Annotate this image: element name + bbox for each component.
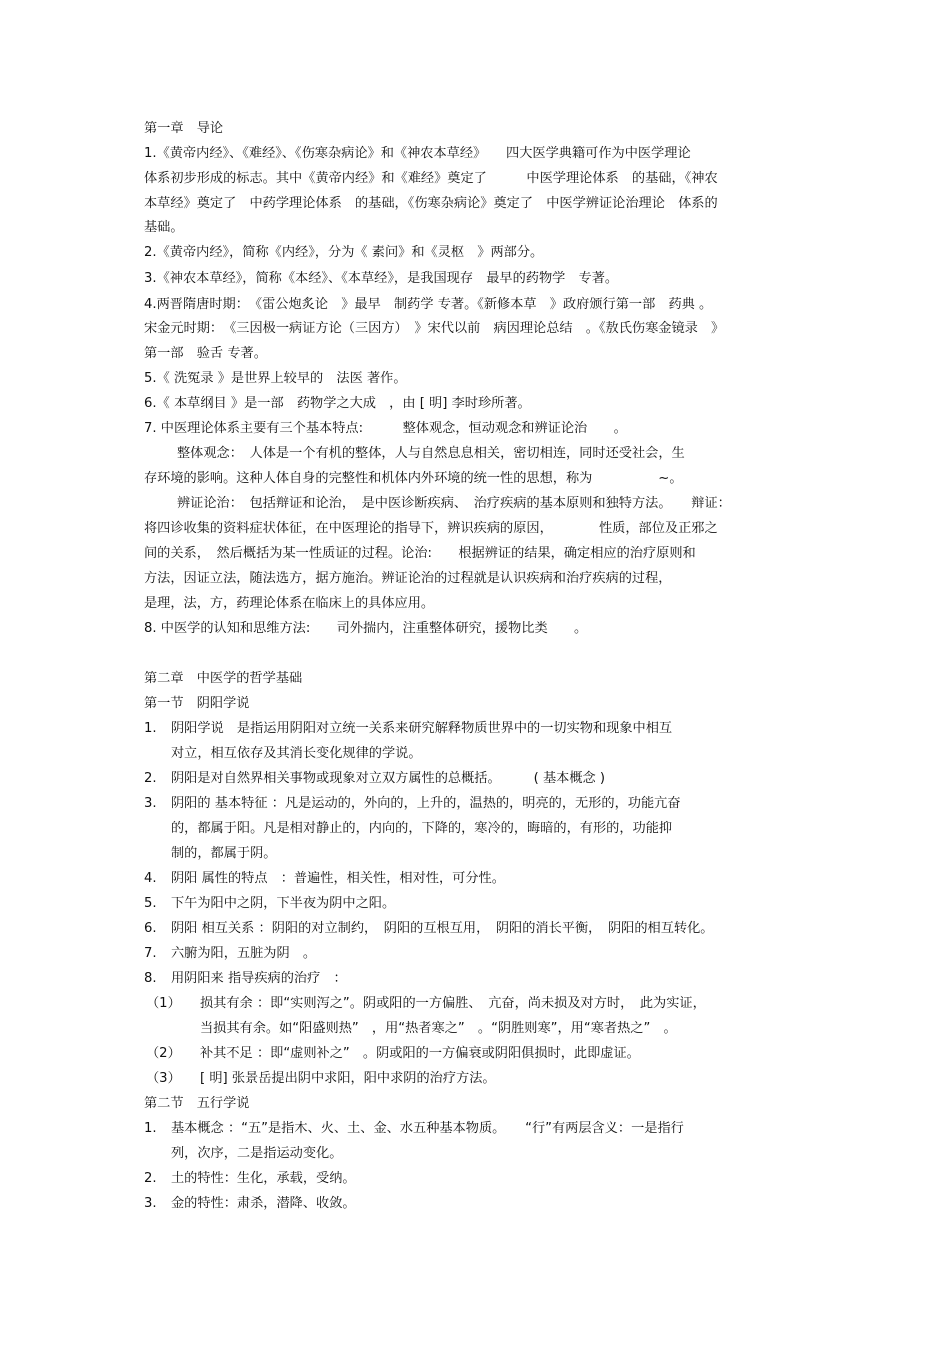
- ch1-line: 8. 中医学的认知和思维方法: 司外揣内，注重整体研究，援物比类 。: [144, 621, 588, 636]
- section-2-title: 第二节 五行学说: [144, 1096, 250, 1111]
- list-item: 列，次序，二是指运动变化。: [171, 1146, 343, 1161]
- ch1-line: 第一部 验舌 专著。: [144, 346, 267, 361]
- list-number: 6.: [144, 921, 157, 936]
- list-item: 阴阳学说 是指运用阴阳对立统一关系来研究解释物质世界中的一切实物和现象中相互: [171, 721, 673, 736]
- list-item: 阴阳的 基本特征 ：凡是运动的，外向的，上升的，温热的，明亮的，无形的，功能亢奋: [171, 796, 681, 811]
- list-item: 对立，相互依存及其消长变化规律的学说。: [171, 746, 422, 761]
- list-item: 制的，都属于阴。: [171, 846, 277, 861]
- paragraph-syndrome: 将四诊收集的资料症状体征，在中医理论的指导下，辨识疾病的原因， 性质，部位及正邪之: [144, 521, 718, 536]
- paragraph-syndrome: 是理，法，方，药理论体系在临床上的具体应用。: [144, 596, 435, 611]
- list-item: 六腑为阳，五脏为阴 。: [171, 946, 317, 961]
- list-item: 下午为阳中之阴，下半夜为阴中之阳。: [171, 896, 396, 911]
- list-item: 阴阳 相互关系 ：阴阳的对立制约， 阴阳的互根互用， 阴阳的消长平衡， 阴阳的相互转化。: [171, 921, 714, 936]
- ch1-line: 4.两晋隋唐时期： 《雷公炮炙论 》最早 制药学 专著。《新修本草 》政府颁行第一部 药典 。: [144, 297, 713, 312]
- ch1-line: 本草经》奠定了 中药学理论体系 的基础，《伤寒杂病论》奠定了 中医学辨证论治理论 体系的: [144, 196, 718, 211]
- ch1-line: 3.《神农本草经》，简称《本经》、《本草经》，是我国现存 最早的药物学 专著。: [144, 271, 619, 286]
- paragraph-syndrome: 方法，因证立法，随法选方，据方施治。辨证论治的过程就是认识疾病和治疗疾病的过程，: [144, 571, 672, 586]
- list-number: 5.: [144, 896, 157, 911]
- list-item: 基本概念 ：“五”是指木、火、土、金、水五种基本物质。 “行”有两层含义：一是指行: [171, 1121, 684, 1136]
- sublist-number: （1）: [146, 996, 181, 1011]
- sublist-item: 损其有余 ：即“实则泻之”。阴或阳的一方偏胜、 亢奋，尚未损及对方时， 此为实证，: [200, 996, 706, 1011]
- paragraph-holistic: 整体观念： 人体是一个有机的整体，人与自然息息相关，密切相连，同时还受社会，生: [177, 446, 685, 461]
- list-item: 用阴阳来 指导疾病的治疗 ：: [171, 971, 347, 986]
- ch1-line: 1.《黄帝内经》、《难经》、《伤寒杂病论》和《神农本草经》 四大医学典籍可作为中医学理论: [144, 146, 691, 161]
- list-number: 4.: [144, 871, 157, 886]
- list-number: 2.: [144, 1171, 157, 1186]
- sublist-item: 补其不足 ：即“虚则补之” 。阴或阳的一方偏衰或阴阳俱损时，此即虚证。: [200, 1046, 640, 1061]
- ch1-line: 2.《黄帝内经》，简称《内经》，分为《 素问》和《灵枢 》两部分。: [144, 245, 544, 260]
- ch1-line: 6.《 本草纲目 》是一部 药物学之大成 ，由 [ 明] 李时珍所著。: [144, 396, 531, 411]
- paragraph-syndrome: 辨证论治： 包括辩证和论治， 是中医诊断疾病、 治疗疾病的基本原则和独特方法。 辩证：: [177, 496, 731, 511]
- ch1-line: 宋金元时期： 《三因极一病证方论（三因方） 》宋代以前 病因理论总结 。《敖氏伤寒金镜录 》: [144, 321, 725, 336]
- list-number: 1.: [144, 721, 157, 736]
- list-item: 阴阳 属性的特点 ：普遍性，相关性，相对性，可分性。: [171, 871, 505, 886]
- list-number: 1.: [144, 1121, 157, 1136]
- paragraph-syndrome: 间的关系， 然后概括为某一性质证的过程。论治: 根据辨证的结果，确定相应的治疗原则和: [144, 546, 696, 561]
- ch1-line: 5.《 洗冤录 》是世界上较早的 法医 著作。: [144, 371, 407, 386]
- list-item: 金的特性：肃杀，潜降、收敛。: [171, 1196, 356, 1211]
- ch1-line: 7. 中医理论体系主要有三个基本特点: 整体观念，恒动观念和辨证论治 。: [144, 421, 627, 436]
- list-item: 的，都属于阳。凡是相对静止的，内向的，下降的，寒冷的，晦暗的，有形的，功能抑: [171, 821, 673, 836]
- list-item: 阴阳是对自然界相关事物或现象对立双方属性的总概括。 ( 基本概念 ): [171, 771, 606, 786]
- sublist-item: 当损其有余。如“阳盛则热” ，用“热者寒之” 。“阴胜则寒”，用“寒者热之” 。: [200, 1021, 677, 1036]
- list-number: 3.: [144, 796, 157, 811]
- list-number: 7.: [144, 946, 157, 961]
- ch1-line: 体系初步形成的标志。其中《黄帝内经》和《难经》奠定了 中医学理论体系 的基础，《神农: [144, 171, 718, 186]
- list-number: 8.: [144, 971, 157, 986]
- ch1-line: 基础。: [144, 220, 184, 235]
- chapter-1-title: 第一章 导论: [144, 121, 224, 136]
- chapter-2-title: 第二章 中医学的哲学基础: [144, 671, 303, 686]
- list-item: 土的特性：生化，承载，受纳。: [171, 1171, 356, 1186]
- list-number: 2.: [144, 771, 157, 786]
- sublist-item: [ 明] 张景岳提出阴中求阳，阳中求阴的治疗方法。: [200, 1071, 496, 1086]
- list-number: 3.: [144, 1196, 157, 1211]
- sublist-number: （3）: [146, 1071, 181, 1086]
- sublist-number: （2）: [146, 1046, 181, 1061]
- section-1-title: 第一节 阴阳学说: [144, 696, 250, 711]
- paragraph-holistic: 存环境的影响。这种人体自身的完整性和机体内外环境的统一性的思想，称为 ~。: [144, 471, 683, 486]
